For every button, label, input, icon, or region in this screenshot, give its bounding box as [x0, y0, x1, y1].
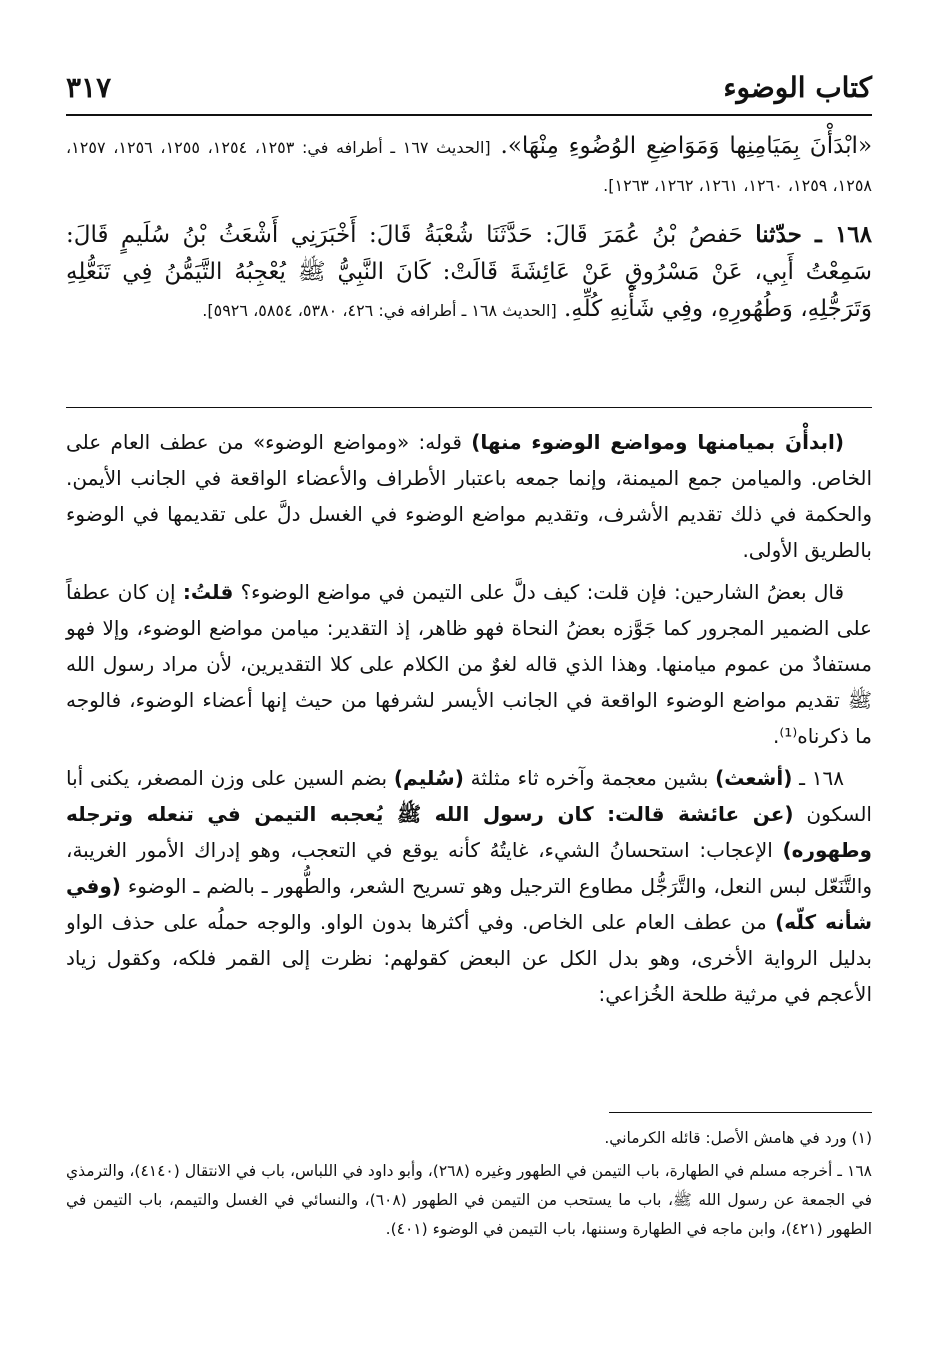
commentary-text: بضم السين على وزن المصغر، يكنى أبا السكون — [66, 766, 872, 826]
hadith-167-text: «ابْدَأْنَ بِمَيَامِنِها وَمَوَاضِعِ الوُضُوءِ مِنْهَا». — [500, 133, 873, 159]
commentary-text: إن كان عطفاً على الضمير المجرور كما جَوَّزه بعضُ النحاة فهو ظاهر، إذ التقدير: ميامن مواضع الوضوء، وإلا فهو مستفادٌ من عموم ميامنها. وهذا الذي قاله لغوٌ من الكلام على كلا التقديرين، لأن مراد رسول الله ﷺ تقديم مواضع الوضوء الواقعة في الجانب الأيسر لشرفها من حيث إنها أعضاء الوضوء، فالوجه ما ذكرناه⁽¹⁾. — [66, 580, 872, 748]
commentary-lemma: (وفي شأنه كلّه) — [66, 874, 872, 934]
commentary-text: قال بعضُ الشارحين: فإن قلت: كيف دلَّ على التيمن في مواضع الوضوء؟ — [233, 580, 845, 604]
commentary-text: بشين معجمة وآخره ثاء مثلثة — [463, 766, 716, 790]
commentary-lemma: (ابدأْنَ بميامنها ومواضع الوضوء منها) — [471, 430, 845, 454]
header-rule — [66, 114, 872, 116]
commentary-paragraph-1 — [66, 424, 872, 568]
commentary-lemma: قلتُ: — [182, 580, 234, 604]
hadith-168-number: ١٦٨ ـ حدّثنا — [755, 221, 873, 248]
hadith-168 — [66, 216, 872, 329]
footnote-rule — [609, 1112, 872, 1113]
text-commentary-divider — [66, 407, 872, 408]
commentary-text: من عطف العام على الخاص. وفي أكثرها بدون الواو. والوجه حملُه على حذف الواو بدليل الرواية الأخرى، وهو بدل الكل عن البعض كقولهم: نظرت إلى القمر فلكه، وكقول زياد الأعجم في مرثية طلحة الخُزاعي: — [66, 910, 872, 1006]
hadith-167-cross-refs: [الحديث ١٦٧ ـ أطرافه في: ١٢٥٣، ١٢٥٤، ١٢٥٥، ١٢٥٦، ١٢٥٧، ١٢٥٨، ١٢٥٩، ١٢٦٠، ١٢٦١، ١٢٦٢، ١٢٦٣]. — [66, 138, 872, 195]
commentary-paragraph-3 — [66, 760, 872, 1012]
footnote-168: ١٦٨ ـ أخرجه مسلم في الطهارة، باب التيمن في الطهور وغيره (٢٦٨)، وأبو داود في اللباس، باب في الانتقال (٤١٤٠)، والترمذي في الجمعة عن رسول الله ﷺ، باب ما يستحب من التيمن في الطهور (٦٠٨)، والنسائي في الغسل والتيمم، باب التيمن في الطهور (٤٢١)، وابن ماجه في الطهارة وسننها، باب التيمن في الوضوء (٤٠١). — [66, 1162, 872, 1238]
chapter-title: كتاب الوضوء — [723, 71, 872, 104]
hadith-text-block — [66, 128, 872, 329]
hadith-167-tail — [66, 128, 872, 204]
commentary-text: قوله: «ومواضع الوضوء» من عطف العام على الخاص. والميامن جمع الميمنة، وإنما جمعه باعتبار الأطراف والأعضاء الواقعة في الجانب الأيمن. والحكمة في ذلك تقديم الأشرف، وتقديم مواضع الوضوء في الغسل دلَّ على تقديمها في الوضوء بالطريق الأولى. — [66, 430, 872, 562]
commentary-paragraph-2 — [66, 574, 872, 754]
commentary-block — [66, 424, 872, 1018]
page-header — [66, 62, 872, 112]
page-number: ٣١٧ — [66, 71, 112, 104]
commentary-lemma: (عن عائشة قالت: كان رسول الله ﷺ يُعجبه التيمن في تنعله وترجله وطهوره) — [66, 802, 872, 862]
hadith-168-cross-refs: [الحديث ١٦٨ ـ أطرافه في: ٤٢٦، ٥٣٨٠، ٥٨٥٤، ٥٩٢٦]. — [202, 301, 557, 320]
commentary-text: الإعجاب: استحسانُ الشيء، غايتُهُ كأنه يوقع في التعجب، وهو إدراك الأمور الغريبة، والتَّنَعّل لبس النعل، والتَّرَجُّل مطاوع الترجيل وهو تسريح الشعر، والطُّهور ـ بالضم ـ الوضوء — [66, 838, 872, 898]
footnote-1: (١) ورد في هامش الأصل: قائله الكرماني. — [604, 1129, 872, 1147]
commentary-number: ١٦٨ ـ — [792, 766, 845, 790]
hadith-168-text: حَفصُ بْنُ عُمَرَ قَالَ: حَدَّثَنَا شُعْبَةُ قَالَ: أَخْبَرَنِي أَشْعَثُ بْنُ سُلَيمٍ قَالَ: سَمِعْتُ أَبِي، عَنْ مَسْرُوقٍ عَنْ عَائِشَةَ قَالَتْ: كَانَ النَّبِيُّ ﷺ يُعْجِبُهُ التَّيَمُّنُ فِي تَنَعُّلِهِ وَتَرَجُّلِهِ، وَطُهُورِهِ، وفِي شَأْنِهِ كُلِّهِ. — [66, 222, 872, 322]
commentary-lemma: (سُليم) — [393, 766, 464, 790]
footnotes — [66, 1124, 872, 1248]
commentary-lemma: (أشعث) — [715, 766, 793, 790]
paragraph-gap — [66, 204, 872, 216]
